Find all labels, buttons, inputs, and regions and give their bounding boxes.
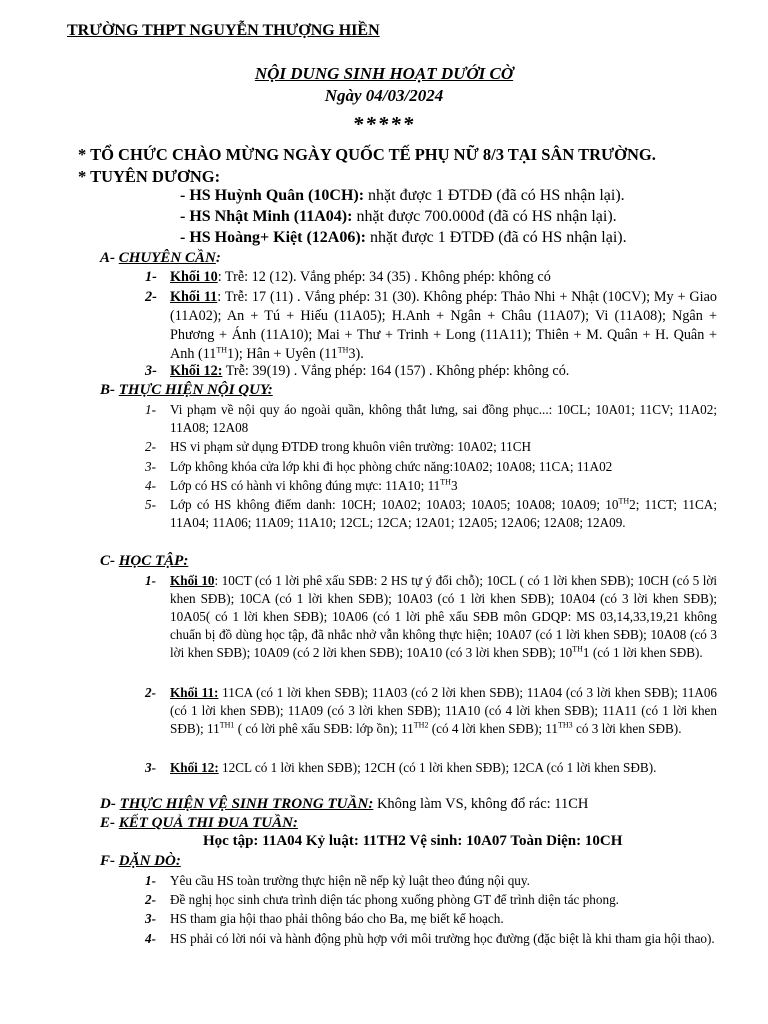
item-text: Lớp không khóa cửa lớp khi đi học phòng chức năng:10A02; 10A08; 11CA; 11A02 xyxy=(170,459,613,474)
document-date: Ngày 04/03/2024 xyxy=(324,86,444,105)
praise-name: - HS Huỳnh Quân (10CH): xyxy=(180,187,365,204)
item-text-end: 3 xyxy=(450,478,458,493)
section-letter: A- xyxy=(100,250,115,266)
praise-item xyxy=(180,208,617,226)
competition-results: Học tập: 11A04 Kỷ luật: 11TH2 Vệ sinh: 10A07 Toàn Diện: 10CH xyxy=(203,833,623,849)
praise-name: - HS Hoàng+ Kiệt (12A06): xyxy=(180,229,366,246)
item-lead: Khối 12: xyxy=(170,363,223,379)
item-number: 4- xyxy=(145,931,156,946)
item-number: 1- xyxy=(145,573,156,588)
item-text: Lớp có HS không điểm danh: 10CH; 10A02; 10A03; 10A05; 10A08; 10A09; 10 xyxy=(170,497,619,512)
item-text-end: 2; 11CT; 11CA; 11A04; 11A06; 11A09; 11A10; 12CL; 12CA; 12A01; 12A05; 12A06; 12A08; 12A09. xyxy=(170,497,717,530)
item-sup: TH xyxy=(337,345,349,355)
item-text: HS phải có lời nói và hành động phù hợp với môi trường học đường (đặc biệt là khi tham gia hội thao). xyxy=(170,931,715,946)
praise-item xyxy=(180,187,625,205)
school-name: TRƯỜNG THPT NGUYỄN THƯỢNG HIỀN xyxy=(67,22,380,39)
section-title: DẶN DÒ: xyxy=(118,853,181,869)
item-number: 4- xyxy=(145,478,156,493)
praise-item xyxy=(180,229,627,247)
item-sup: TH xyxy=(572,644,583,654)
item-number: 3- xyxy=(145,911,156,926)
item-number: 2- xyxy=(145,892,156,907)
section-text: Không làm VS, không đổ rác: 11CH xyxy=(373,796,589,812)
praise-text: nhặt được 700.000đ (đã có HS nhận lại). xyxy=(352,208,617,225)
section-letter: D- xyxy=(100,796,116,812)
item-lead: Khối 11: xyxy=(170,685,219,700)
item-number: 5- xyxy=(145,497,156,512)
headline-event: * TỔ CHỨC CHÀO MỪNG NGÀY QUỐC TẾ PHỤ NỮ 8/3 TẠI SÂN TRƯỜNG. xyxy=(78,145,656,164)
document-title: NỘI DUNG SINH HOẠT DƯỚI CỜ xyxy=(254,64,514,83)
praise-text: nhặt được 1 ĐTDĐ (đã có HS nhận lại). xyxy=(364,187,625,204)
praise-text: nhặt được 1 ĐTDĐ (đã có HS nhận lại). xyxy=(366,229,627,246)
item-text: Đề nghị học sinh chưa trình diện tác phong xuống phòng GT để trình diện tác phong. xyxy=(170,892,619,907)
item-text-end: 1 (có 1 lời khen SĐB). xyxy=(582,645,703,660)
item-text-mid: (có 4 lời khen SĐB); 11 xyxy=(428,721,559,736)
item-text: Vi phạm về nội quy áo ngoài quần, không thắt lưng, sai đồng phục...: 10CL; 10A01; 11CV; 11A02; 11A08; 12A08 xyxy=(170,402,717,435)
item-number: 2- xyxy=(145,289,157,305)
item-text: : 10CT (có 1 lời phê xấu SĐB: 2 HS tự ý đổi chỗ); 10CL ( có 1 lời khen SĐB); 10CH (có 5 lời khen SĐB); 10CA (có 1 lời khen SĐB); 10A03 (có 1 lời khen SĐB); 10A04 (có 3 lời khen SĐB); 10A05( có 1 lời khen SĐB); 10A06 (có 1 lời phê xấu SĐB môn GDQP: MS 03,14,33,19,21 không chuẩn bị đồ dùng học tập, đã nhắc nhở vẫn không thực hiện; 10A07 (có 1 lời khen SĐB); 10A08 (có 3 lời khen SĐB); 10A09 (có 2 lời khen SĐB); 10A10 (có 3 lời khen SĐB); 10 xyxy=(170,573,717,660)
item-text-mid: 1); Hân + Uyên (11 xyxy=(227,346,338,362)
section-title: THỰC HIỆN NỘI QUY: xyxy=(118,382,273,398)
item-lead: Khối 11 xyxy=(170,289,218,305)
item-text-end: có 3 lời khen SĐB). xyxy=(572,721,682,736)
praise-name: - HS Nhật Minh (11A04): xyxy=(180,208,353,225)
item-text: 11CA (có 1 lời khen SĐB); 11A03 (có 2 lời khen SĐB); 11A04 (có 3 lời khen SĐB); 11A06 (có 1 lời khen SĐB); 11A09 (có 3 lời khen SĐB); 11A10 (có 4 lời khen SĐB); 11A11 (có 1 lời khen SĐB); 11 xyxy=(170,685,718,736)
item-number: 1- xyxy=(145,402,156,417)
item-number: 2- xyxy=(145,685,156,700)
item-number: 2- xyxy=(145,439,156,454)
item-sup: TH2 xyxy=(413,720,429,730)
item-text: Yêu cầu HS toàn trường thực hiện nề nếp kỷ luật theo đúng nội quy. xyxy=(170,873,530,888)
section-letter: E- xyxy=(100,815,115,831)
item-number: 1- xyxy=(145,269,157,285)
section-attendance-heading xyxy=(100,250,221,267)
item-number: 3- xyxy=(145,459,156,474)
item-lead: Khối 12: xyxy=(170,760,219,775)
section-title: THỰC HIỆN VỆ SINH TRONG TUẦN: xyxy=(119,796,374,812)
item-number: 1- xyxy=(145,873,156,888)
item-text: Lớp có HS có hành vi không đúng mực: 11A10; 11 xyxy=(170,478,441,493)
item-lead: Khối 10 xyxy=(170,269,218,285)
section-letter: B- xyxy=(100,382,115,398)
item-lead: Khối 10 xyxy=(170,573,215,588)
item-sup: TH xyxy=(618,496,630,506)
stars-divider: ***** xyxy=(352,112,416,136)
section-letter: F- xyxy=(100,853,115,869)
item-text: Trễ: 39(19) . Vắng phép: 164 (157) . Không phép: không có. xyxy=(222,363,570,379)
item-sup: TH1 xyxy=(219,720,235,730)
item-text: 12CL có 1 lời khen SĐB); 12CH (có 1 lời khen SĐB); 12CA (có 1 lời khen SĐB). xyxy=(218,760,657,775)
section-letter: C- xyxy=(100,553,115,569)
item-sup: TH3 xyxy=(558,720,573,730)
item-text: : Trễ: 12 (12). Vắng phép: 34 (35) . Không phép: không có xyxy=(217,269,551,285)
section-title: HỌC TẬP: xyxy=(118,553,189,569)
section-results-heading xyxy=(100,815,298,832)
item-text-end: 3). xyxy=(348,346,364,362)
section-title: KẾT QUẢ THI ĐUA TUẦN: xyxy=(118,815,298,831)
item-text: : Trễ: 17 (11) . Vắng phép: 31 (30). Không phép: Thảo Nhi + Nhật (10CV); My + Giao (11A02); An + Tú + Hiếu (11A05); H.Anh + Ngân + Châu (11A07); Vi (11A08); Ngân + Phương + Ánh (11A10); Mai + Thư + Trinh + Long (11A11); Thiên + M. Quân + H. Quân + Anh (11 xyxy=(170,289,718,362)
section-reminders-heading xyxy=(100,853,181,870)
item-sup: TH xyxy=(440,477,451,487)
section-rules-heading xyxy=(100,382,273,399)
item-text: HS vi phạm sử dụng ĐTDĐ trong khuôn viên trường: 10A02; 11CH xyxy=(170,439,532,454)
item-text: HS tham gia hội thao phải thông báo cho Ba, mẹ biết kế hoạch. xyxy=(170,911,504,926)
headline-praise: * TUYÊN DƯƠNG: xyxy=(78,167,221,186)
item-number: 3- xyxy=(145,363,157,379)
item-sup: TH xyxy=(216,345,228,355)
section-hygiene-heading xyxy=(100,796,588,813)
item-number: 3- xyxy=(145,760,156,775)
section-suffix: : xyxy=(215,250,221,266)
item-text-mid: ( có lời phê xấu SĐB: lớp ồn); 11 xyxy=(234,721,414,736)
section-title: CHUYÊN CẦN xyxy=(118,250,216,266)
section-study-heading xyxy=(100,553,188,570)
